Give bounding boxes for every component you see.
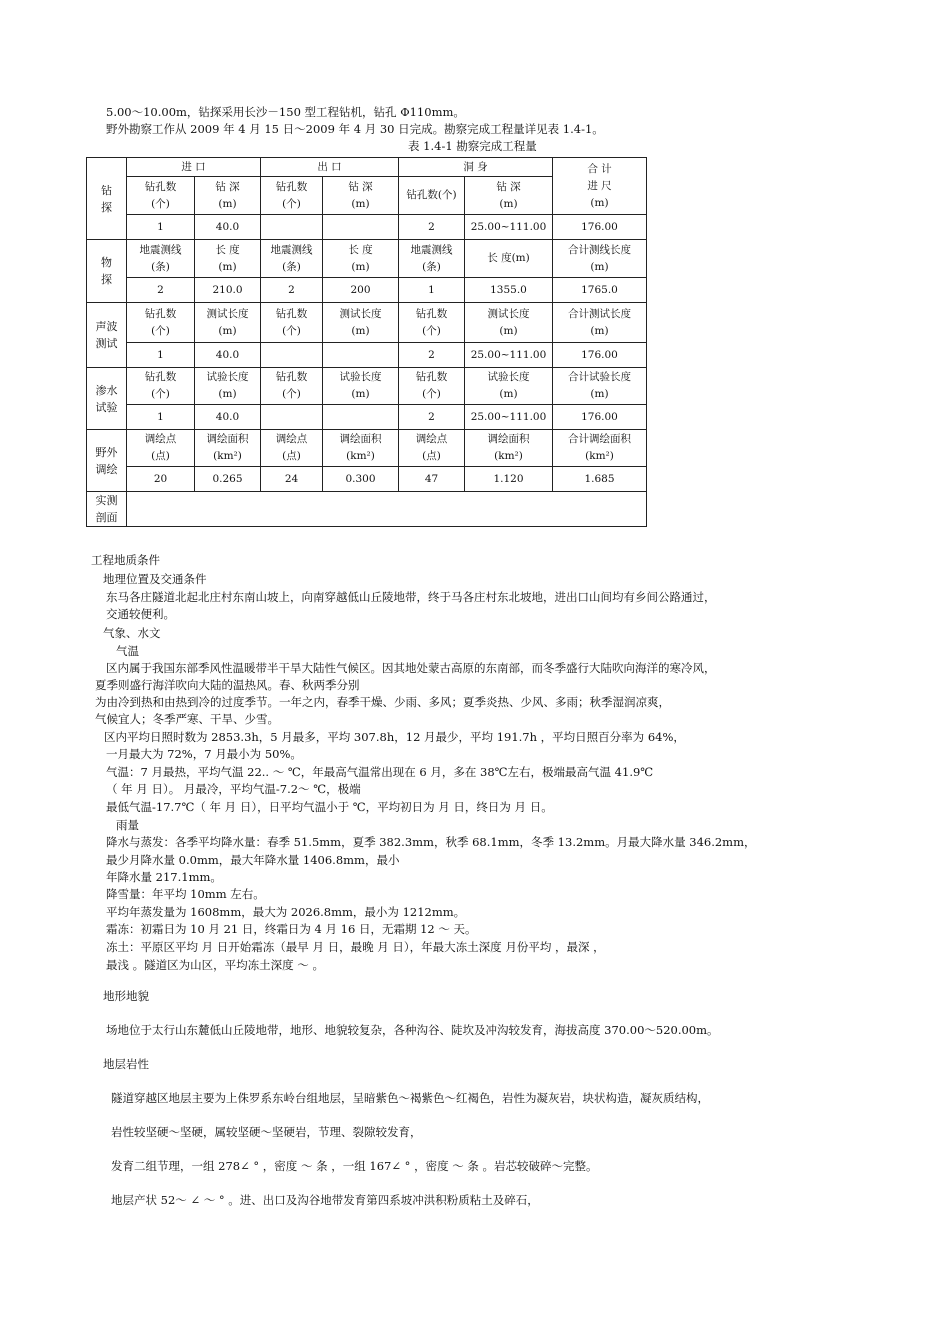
climate-line-8: （ 年 月 日）。 月最冷，平均气温-7.2～ ℃，极端 [106, 782, 361, 796]
pomian-empty-cell [127, 492, 647, 527]
wutan-h3: 长 度 (m) [323, 240, 399, 278]
tiaohui-h2: 调绘点 (点) [261, 430, 323, 467]
climate-line-4: 气候宜人；冬季严寒、干旱、少雪。 [95, 712, 279, 726]
climate-line-5: 区内平均日照时数为 2853.3h，5 月最多，平均 307.8h，12 月最少，平均 191.7h ，平均日照百分率为 64%， [104, 730, 685, 744]
tiaohui-v4: 47 [399, 467, 465, 492]
tiaohui-v1: 0.265 [195, 467, 261, 492]
tiaohui-header-row [87, 430, 647, 467]
intro-line-1: 5.00～10.00m，钻探采用长沙－150 型工程钻机，钻孔 Φ110mm。 [106, 105, 465, 119]
tiaohui-h1: 调绘面积 (km²) [195, 430, 261, 467]
shenshui-h5: 试验长度 (m) [465, 368, 553, 405]
wutan-v3: 200 [323, 278, 399, 303]
shenshui-v1: 40.0 [195, 405, 261, 430]
zuantan-v3 [323, 215, 399, 240]
heading-location: 地理位置及交通条件 [103, 572, 207, 586]
tiaohui-v3: 0.300 [323, 467, 399, 492]
wutan-h2: 地震测线 (条) [261, 240, 323, 278]
zuantan-v5: 25.00~111.00 [465, 215, 553, 240]
wutan-h5: 长 度(m) [465, 240, 553, 278]
wutan-v2: 2 [261, 278, 323, 303]
shengbo-h0: 钻孔数 (个) [127, 303, 195, 343]
shenshui-v0: 1 [127, 405, 195, 430]
shenshui-v4: 2 [399, 405, 465, 430]
terrain-line-1: 场地位于太行山东麓低山丘陵地带，地形、地貌较复杂，各种沟谷、陡坎及冲沟较发育，海拔高度 370.00～520.00m。 [106, 1023, 719, 1037]
wutan-h1: 长 度 (m) [195, 240, 261, 278]
shengbo-h2: 钻孔数 (个) [261, 303, 323, 343]
shengbo-v3 [323, 343, 399, 368]
tiaohui-value-row [87, 467, 647, 492]
tiaohui-h3: 调绘面积 (km²) [323, 430, 399, 467]
shenshui-h3: 试验长度 (m) [323, 368, 399, 405]
wutan-v4: 1 [399, 278, 465, 303]
zuantan-h0: 钻孔数 (个) [127, 177, 195, 215]
shengbo-v5: 25.00~111.00 [465, 343, 553, 368]
shengbo-h4: 钻孔数 (个) [399, 303, 465, 343]
rain-line-3: 年降水量 217.1mm。 [106, 870, 222, 884]
climate-line-1: 区内属于我国东部季风性温暖带半干旱大陆性气候区。因其地处蒙古高原的东南部，而冬季盛行大陆吹向海洋的寒冷风， [106, 661, 716, 675]
shengbo-v6: 176.00 [553, 343, 647, 368]
heading-geo-conditions: 工程地质条件 [91, 553, 160, 567]
rain-line-5: 平均年蒸发量为 1608mm，最大为 2026.8mm，最小为 1212mm。 [106, 905, 466, 919]
shenshui-h4: 钻孔数 (个) [399, 368, 465, 405]
shenshui-v2 [261, 405, 323, 430]
cat-tiaohui: 野外 调绘 [87, 430, 127, 492]
header-exit: 出 口 [261, 158, 399, 177]
wutan-v1: 210.0 [195, 278, 261, 303]
rain-line-4: 降雪量：年平均 10mm 左右。 [106, 887, 265, 901]
shengbo-h5: 测试长度 (m) [465, 303, 553, 343]
shenshui-v5: 25.00~111.00 [465, 405, 553, 430]
climate-line-9: 最低气温-17.7℃（ 年 月 日），日平均气温小于 ℃，平均初日为 月 日，终日为 月 日。 [106, 800, 553, 814]
tiaohui-v2: 24 [261, 467, 323, 492]
zuantan-v0: 1 [127, 215, 195, 240]
heading-terrain: 地形地貌 [103, 989, 149, 1003]
climate-line-2: 夏季则盛行海洋吹向大陆的温热风。春、秋两季分别 [95, 678, 360, 692]
shenshui-value-row [87, 405, 647, 430]
zuantan-h3: 钻 深 (m) [323, 177, 399, 215]
strata-line-3: 发育二组节理，一组 278∠ ° ，密度 ～ 条 ，一组 167∠ ° ，密度 ～ 条 。岩芯较破碎～完整。 [111, 1159, 598, 1173]
header-tunnel: 洞 身 [399, 158, 553, 177]
zuantan-h1: 钻 深 (m) [195, 177, 261, 215]
rain-line-2: 最少月降水量 0.0mm，最大年降水量 1406.8mm，最小 [106, 853, 400, 867]
table-caption: 表 1.4-1 勘察完成工程量 [408, 139, 537, 153]
rain-line-1: 降水与蒸发：各季平均降水量：春季 51.5mm，夏季 382.3mm，秋季 68.1mm，冬季 13.2mm。月最大降水量 346.2mm， [106, 835, 756, 849]
shenshui-h2: 钻孔数 (个) [261, 368, 323, 405]
tiaohui-h5: 调绘面积 (km²) [465, 430, 553, 467]
header-entrance: 进 口 [127, 158, 261, 177]
wutan-h4: 地震测线 (条) [399, 240, 465, 278]
wutan-header-row [87, 240, 647, 278]
shengbo-h3: 测试长度 (m) [323, 303, 399, 343]
pomian-row [87, 492, 647, 527]
climate-line-3: 为由冷到热和由热到冷的过度季节。一年之内，春季干燥、少雨、多风；夏季炎热、少风、多雨；秋季湿润凉爽， [95, 695, 670, 709]
shenshui-v6: 176.00 [553, 405, 647, 430]
zuantan-h5: 钻 深 (m) [465, 177, 553, 215]
shengbo-value-row [87, 343, 647, 368]
table-header-row [87, 158, 647, 177]
shengbo-header-row [87, 303, 647, 343]
rain-line-8: 最浅 。隧道区为山区，平均冻土深度 ～ 。 [106, 958, 324, 972]
shengbo-v1: 40.0 [195, 343, 261, 368]
heading-rainfall: 雨量 [116, 818, 139, 832]
zuantan-v6: 176.00 [553, 215, 647, 240]
tiaohui-v5: 1.120 [465, 467, 553, 492]
rain-line-6: 霜冻：初霜日为 10 月 21 日，终霜日为 4 月 16 日，无霜期 12 ～ 天。 [106, 922, 477, 936]
location-line-2: 交通较便利。 [106, 607, 175, 621]
shenshui-h1: 试验长度 (m) [195, 368, 261, 405]
tiaohui-h6: 合计调绘面积 (km²) [553, 430, 647, 467]
tiaohui-h0: 调绘点 (点) [127, 430, 195, 467]
intro-line-2: 野外勘察工作从 2009 年 4 月 15 日～2009 年 4 月 30 日完成。勘察完成工程量详见表 1.4-1。 [106, 122, 604, 136]
wutan-v5: 1355.0 [465, 278, 553, 303]
climate-line-7: 气温：7 月最热，平均气温 22.. ～ ℃，年最高气温常出现在 6 月，多在 38℃左右，极端最高气温 41.9℃ [106, 765, 654, 779]
tiaohui-v0: 20 [127, 467, 195, 492]
strata-line-1: 隧道穿越区地层主要为上侏罗系东岭台组地层，呈暗紫色～褐紫色～红褐色，岩性为凝灰岩，块状构造，凝灰质结构， [111, 1091, 709, 1105]
climate-line-6: 一月最大为 72%，7 月最小为 50%。 [106, 747, 302, 761]
heading-meteorology: 气象、水文 [103, 626, 161, 640]
shenshui-h6: 合计试验长度 (m) [553, 368, 647, 405]
shenshui-header-row [87, 368, 647, 405]
cat-wutan: 物 探 [87, 240, 127, 303]
strata-line-2: 岩性较坚硬～坚硬，属较坚硬～坚硬岩，节理、裂隙较发育， [111, 1125, 422, 1139]
shengbo-h6: 合计测试长度 (m) [553, 303, 647, 343]
shenshui-h0: 钻孔数 (个) [127, 368, 195, 405]
shengbo-v2 [261, 343, 323, 368]
cat-shengbo: 声波 测试 [87, 303, 127, 368]
zuantan-h4: 钻孔数(个) [399, 177, 465, 215]
header-total [553, 158, 647, 215]
cat-shenshui: 渗水 试验 [87, 368, 127, 430]
survey-work-table [86, 157, 647, 527]
strata-line-4: 地层产状 52～ ∠ ～ ° 。进、出口及沟谷地带发育第四系坡冲洪积粉质粘土及碎石， [111, 1193, 539, 1207]
wutan-value-row [87, 278, 647, 303]
wutan-v6: 1765.0 [553, 278, 647, 303]
wutan-h6: 合计测线长度 (m) [553, 240, 647, 278]
wutan-v0: 2 [127, 278, 195, 303]
rain-line-7: 冻土：平原区平均 月 日开始霜冻（最早 月 日，最晚 月 日），年最大冻土深度 月份平均 ，最深 ， [106, 940, 605, 954]
heading-strata: 地层岩性 [103, 1057, 149, 1071]
cat-pomian: 实测 剖面 [87, 492, 127, 527]
zuantan-h2: 钻孔数 (个) [261, 177, 323, 215]
tiaohui-h4: 调绘点 (点) [399, 430, 465, 467]
shengbo-v0: 1 [127, 343, 195, 368]
zuantan-v1: 40.0 [195, 215, 261, 240]
shenshui-v3 [323, 405, 399, 430]
zuantan-v2 [261, 215, 323, 240]
zuantan-value-row [87, 215, 647, 240]
shengbo-h1: 测试长度 (m) [195, 303, 261, 343]
header-total-label: 合 计 进 尺 [587, 162, 612, 192]
header-total-unit: (m) [590, 196, 609, 209]
shengbo-v4: 2 [399, 343, 465, 368]
tiaohui-v6: 1.685 [553, 467, 647, 492]
location-line-1: 东马各庄隧道北起北庄村东南山坡上，向南穿越低山丘陵地带，终于马各庄村东北坡地，进出口山间均有乡间公路通过， [106, 590, 716, 604]
cat-zuantan: 钻 探 [87, 158, 127, 240]
zuantan-v4: 2 [399, 215, 465, 240]
heading-temperature: 气温 [116, 644, 139, 658]
wutan-h0: 地震测线 (条) [127, 240, 195, 278]
